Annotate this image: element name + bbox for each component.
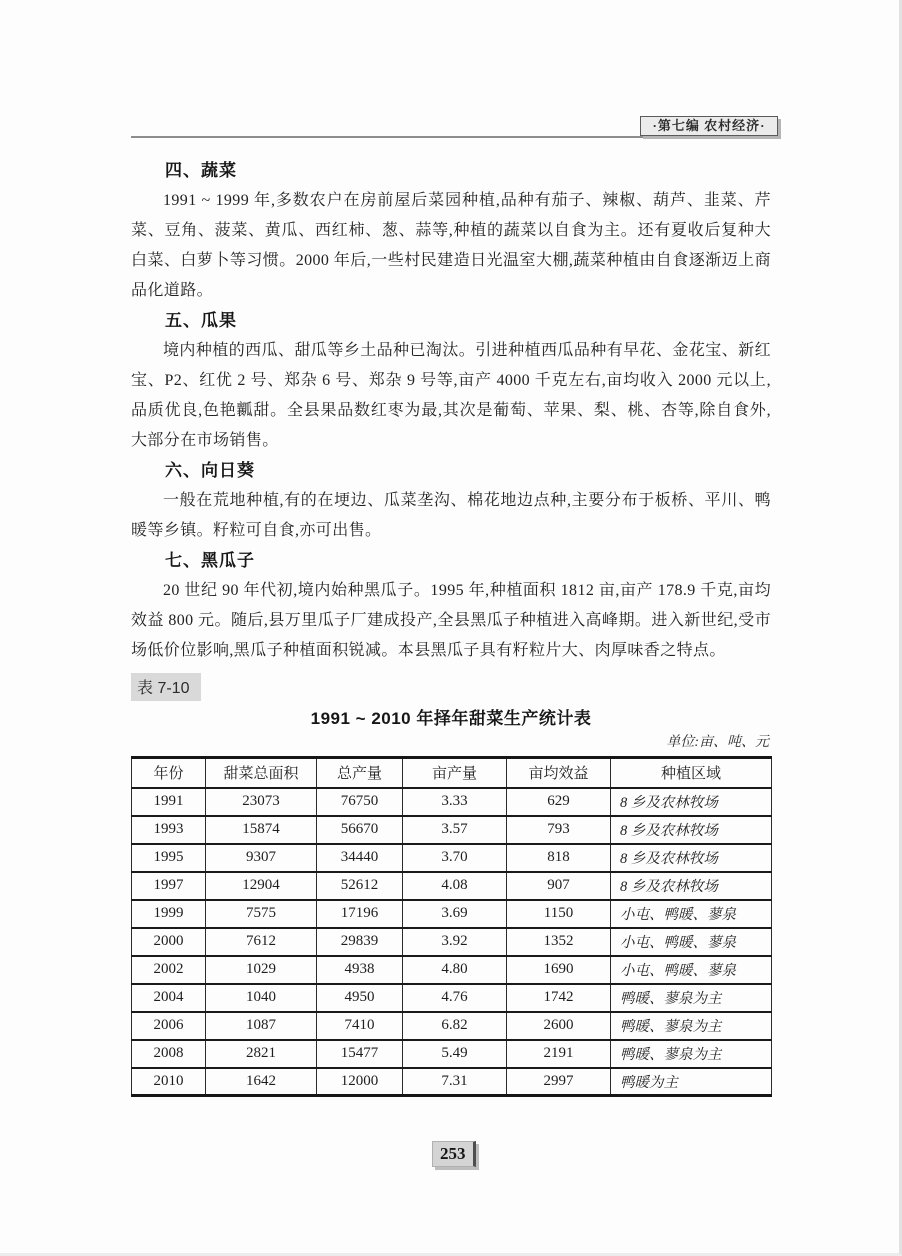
- table-cell: 4.08: [403, 872, 507, 900]
- table-cell: 4.76: [403, 984, 507, 1012]
- table-cell: 17196: [317, 900, 403, 928]
- table-row: [132, 1068, 772, 1096]
- table-cell: 7410: [317, 1012, 403, 1040]
- section-heading: 五、瓜果: [165, 311, 237, 330]
- table-cell: 23073: [206, 788, 317, 816]
- table-cell: 3.92: [403, 928, 507, 956]
- header-rule: [131, 136, 778, 138]
- table-cell: 8 乡及农林牧场: [611, 872, 772, 900]
- table-block: [131, 666, 771, 1097]
- table-cell: 29839: [317, 928, 403, 956]
- table-cell: 1150: [507, 900, 611, 928]
- table-cell: 8 乡及农林牧场: [611, 844, 772, 872]
- table-cell: 818: [507, 844, 611, 872]
- table-cell: 2010: [132, 1068, 206, 1096]
- table-cell: 1742: [507, 984, 611, 1012]
- column-header: 亩均效益: [507, 758, 611, 788]
- table-cell: 鸭暖、蓼泉为主: [611, 1012, 772, 1040]
- paragraph: 一般在荒地种植,有的在埂边、瓜菜垄沟、棉花地边点种,主要分布于板桥、平川、鸭暖等乡镇。籽粒可自食,亦可出售。: [131, 492, 771, 539]
- table-cell: 小屯、鸭暖、蓼泉: [611, 928, 772, 956]
- column-header: 总产量: [317, 758, 403, 788]
- table-cell: 34440: [317, 844, 403, 872]
- table-cell: 1995: [132, 844, 206, 872]
- text-column: [131, 156, 771, 1097]
- table-row: [132, 872, 772, 900]
- table-row: [132, 984, 772, 1012]
- table-cell: 1087: [206, 1012, 317, 1040]
- table-cell: 鸭暖、蓼泉为主: [611, 1040, 772, 1068]
- table-cell: 7612: [206, 928, 317, 956]
- table-cell: 3.70: [403, 844, 507, 872]
- table-row: [132, 1040, 772, 1068]
- column-header: 种植区域: [611, 758, 772, 788]
- table-title: 1991 ~ 2010 年择年甜菜生产统计表: [310, 709, 592, 728]
- table-cell: 7575: [206, 900, 317, 928]
- table-cell: 3.69: [403, 900, 507, 928]
- table-cell: 3.57: [403, 816, 507, 844]
- table-cell: 8 乡及农林牧场: [611, 788, 772, 816]
- column-header: 亩产量: [403, 758, 507, 788]
- table-label: 表 7-10: [131, 673, 201, 701]
- table-cell: 9307: [206, 844, 317, 872]
- table-cell: 1999: [132, 900, 206, 928]
- table-unit-note: 单位:亩、吨、元: [666, 735, 769, 750]
- table-cell: 76750: [317, 788, 403, 816]
- table-cell: 2004: [132, 984, 206, 1012]
- column-header: 年份: [132, 758, 206, 788]
- section-badge: ·第七编 农村经济·: [640, 116, 778, 136]
- table-cell: 2191: [507, 1040, 611, 1068]
- table-row: [132, 844, 772, 872]
- table-cell: 1029: [206, 956, 317, 984]
- table-row: [132, 900, 772, 928]
- table-cell: 1991: [132, 788, 206, 816]
- table-cell: 907: [507, 872, 611, 900]
- table-cell: 鸭暖、蓼泉为主: [611, 984, 772, 1012]
- table-row: [132, 1012, 772, 1040]
- section-heading: 六、向日葵: [165, 461, 255, 480]
- table-cell: 52612: [317, 872, 403, 900]
- table-cell: 1642: [206, 1068, 317, 1096]
- table-cell: 2997: [507, 1068, 611, 1096]
- section-heading: 四、蔬菜: [165, 161, 237, 180]
- table-cell: 小屯、鸭暖、蓼泉: [611, 956, 772, 984]
- table-cell: 1997: [132, 872, 206, 900]
- table-cell: 3.33: [403, 788, 507, 816]
- table-cell: 1040: [206, 984, 317, 1012]
- table-row: [132, 956, 772, 984]
- table-cell: 15874: [206, 816, 317, 844]
- table-cell: 1690: [507, 956, 611, 984]
- column-header: 甜菜总面积: [206, 758, 317, 788]
- table-cell: 2600: [507, 1012, 611, 1040]
- paragraph: 20 世纪 90 年代初,境内始种黑瓜子。1995 年,种植面积 1812 亩,亩产 178.9 千克,亩均效益 800 元。随后,县万里瓜子厂建成投产,全县黑瓜子种植进入高峰期。进入新世纪,受市场低价位影响,黑瓜子种植面积锐减。本县黑瓜子具有籽粒片大、肉厚味香之特点。: [131, 582, 771, 659]
- table-cell: 2000: [132, 928, 206, 956]
- statistics-table: [131, 756, 772, 1097]
- table-cell: 4950: [317, 984, 403, 1012]
- table-cell: 6.82: [403, 1012, 507, 1040]
- table-cell: 2006: [132, 1012, 206, 1040]
- table-cell: 1352: [507, 928, 611, 956]
- paragraph: 1991 ~ 1999 年,多数农户在房前屋后菜园种植,品种有茄子、辣椒、葫芦、韭菜、芹菜、豆角、菠菜、黄瓜、西红柿、葱、蒜等,种植的蔬菜以自食为主。还有夏收后复种大白菜、白萝卜等习惯。2000 年后,一些村民建造日光温室大棚,蔬菜种植由自食逐渐迈上商品化道路。: [131, 192, 771, 299]
- table-cell: 793: [507, 816, 611, 844]
- table-row: [132, 928, 772, 956]
- table-cell: 2821: [206, 1040, 317, 1068]
- section-heading: 七、黑瓜子: [165, 551, 255, 570]
- table-header-row: [132, 758, 772, 788]
- page-number: 253: [432, 1141, 476, 1167]
- table-cell: 56670: [317, 816, 403, 844]
- table-cell: 小屯、鸭暖、蓼泉: [611, 900, 772, 928]
- table-cell: 12000: [317, 1068, 403, 1096]
- table-row: [132, 788, 772, 816]
- table-cell: 15477: [317, 1040, 403, 1068]
- table-cell: 5.49: [403, 1040, 507, 1068]
- table-cell: 4.80: [403, 956, 507, 984]
- table-cell: 629: [507, 788, 611, 816]
- table-cell: 2002: [132, 956, 206, 984]
- table-cell: 7.31: [403, 1068, 507, 1096]
- table-cell: 12904: [206, 872, 317, 900]
- table-cell: 2008: [132, 1040, 206, 1068]
- table-row: [132, 816, 772, 844]
- table-cell: 4938: [317, 956, 403, 984]
- table-cell: 8 乡及农林牧场: [611, 816, 772, 844]
- table-cell: 1993: [132, 816, 206, 844]
- table-cell: 鸭暖为主: [611, 1068, 772, 1096]
- paragraph: 境内种植的西瓜、甜瓜等乡土品种已淘汰。引进种植西瓜品种有早花、金花宝、新红宝、P2、红优 2 号、郑杂 6 号、郑杂 9 号等,亩产 4000 千克左右,亩均收入 2000 元以上,品质优良,色艳瓤甜。全县果品数红枣为最,其次是葡萄、苹果、梨、桃、杏等,除自食外,大部分在市场销售。: [131, 342, 771, 449]
